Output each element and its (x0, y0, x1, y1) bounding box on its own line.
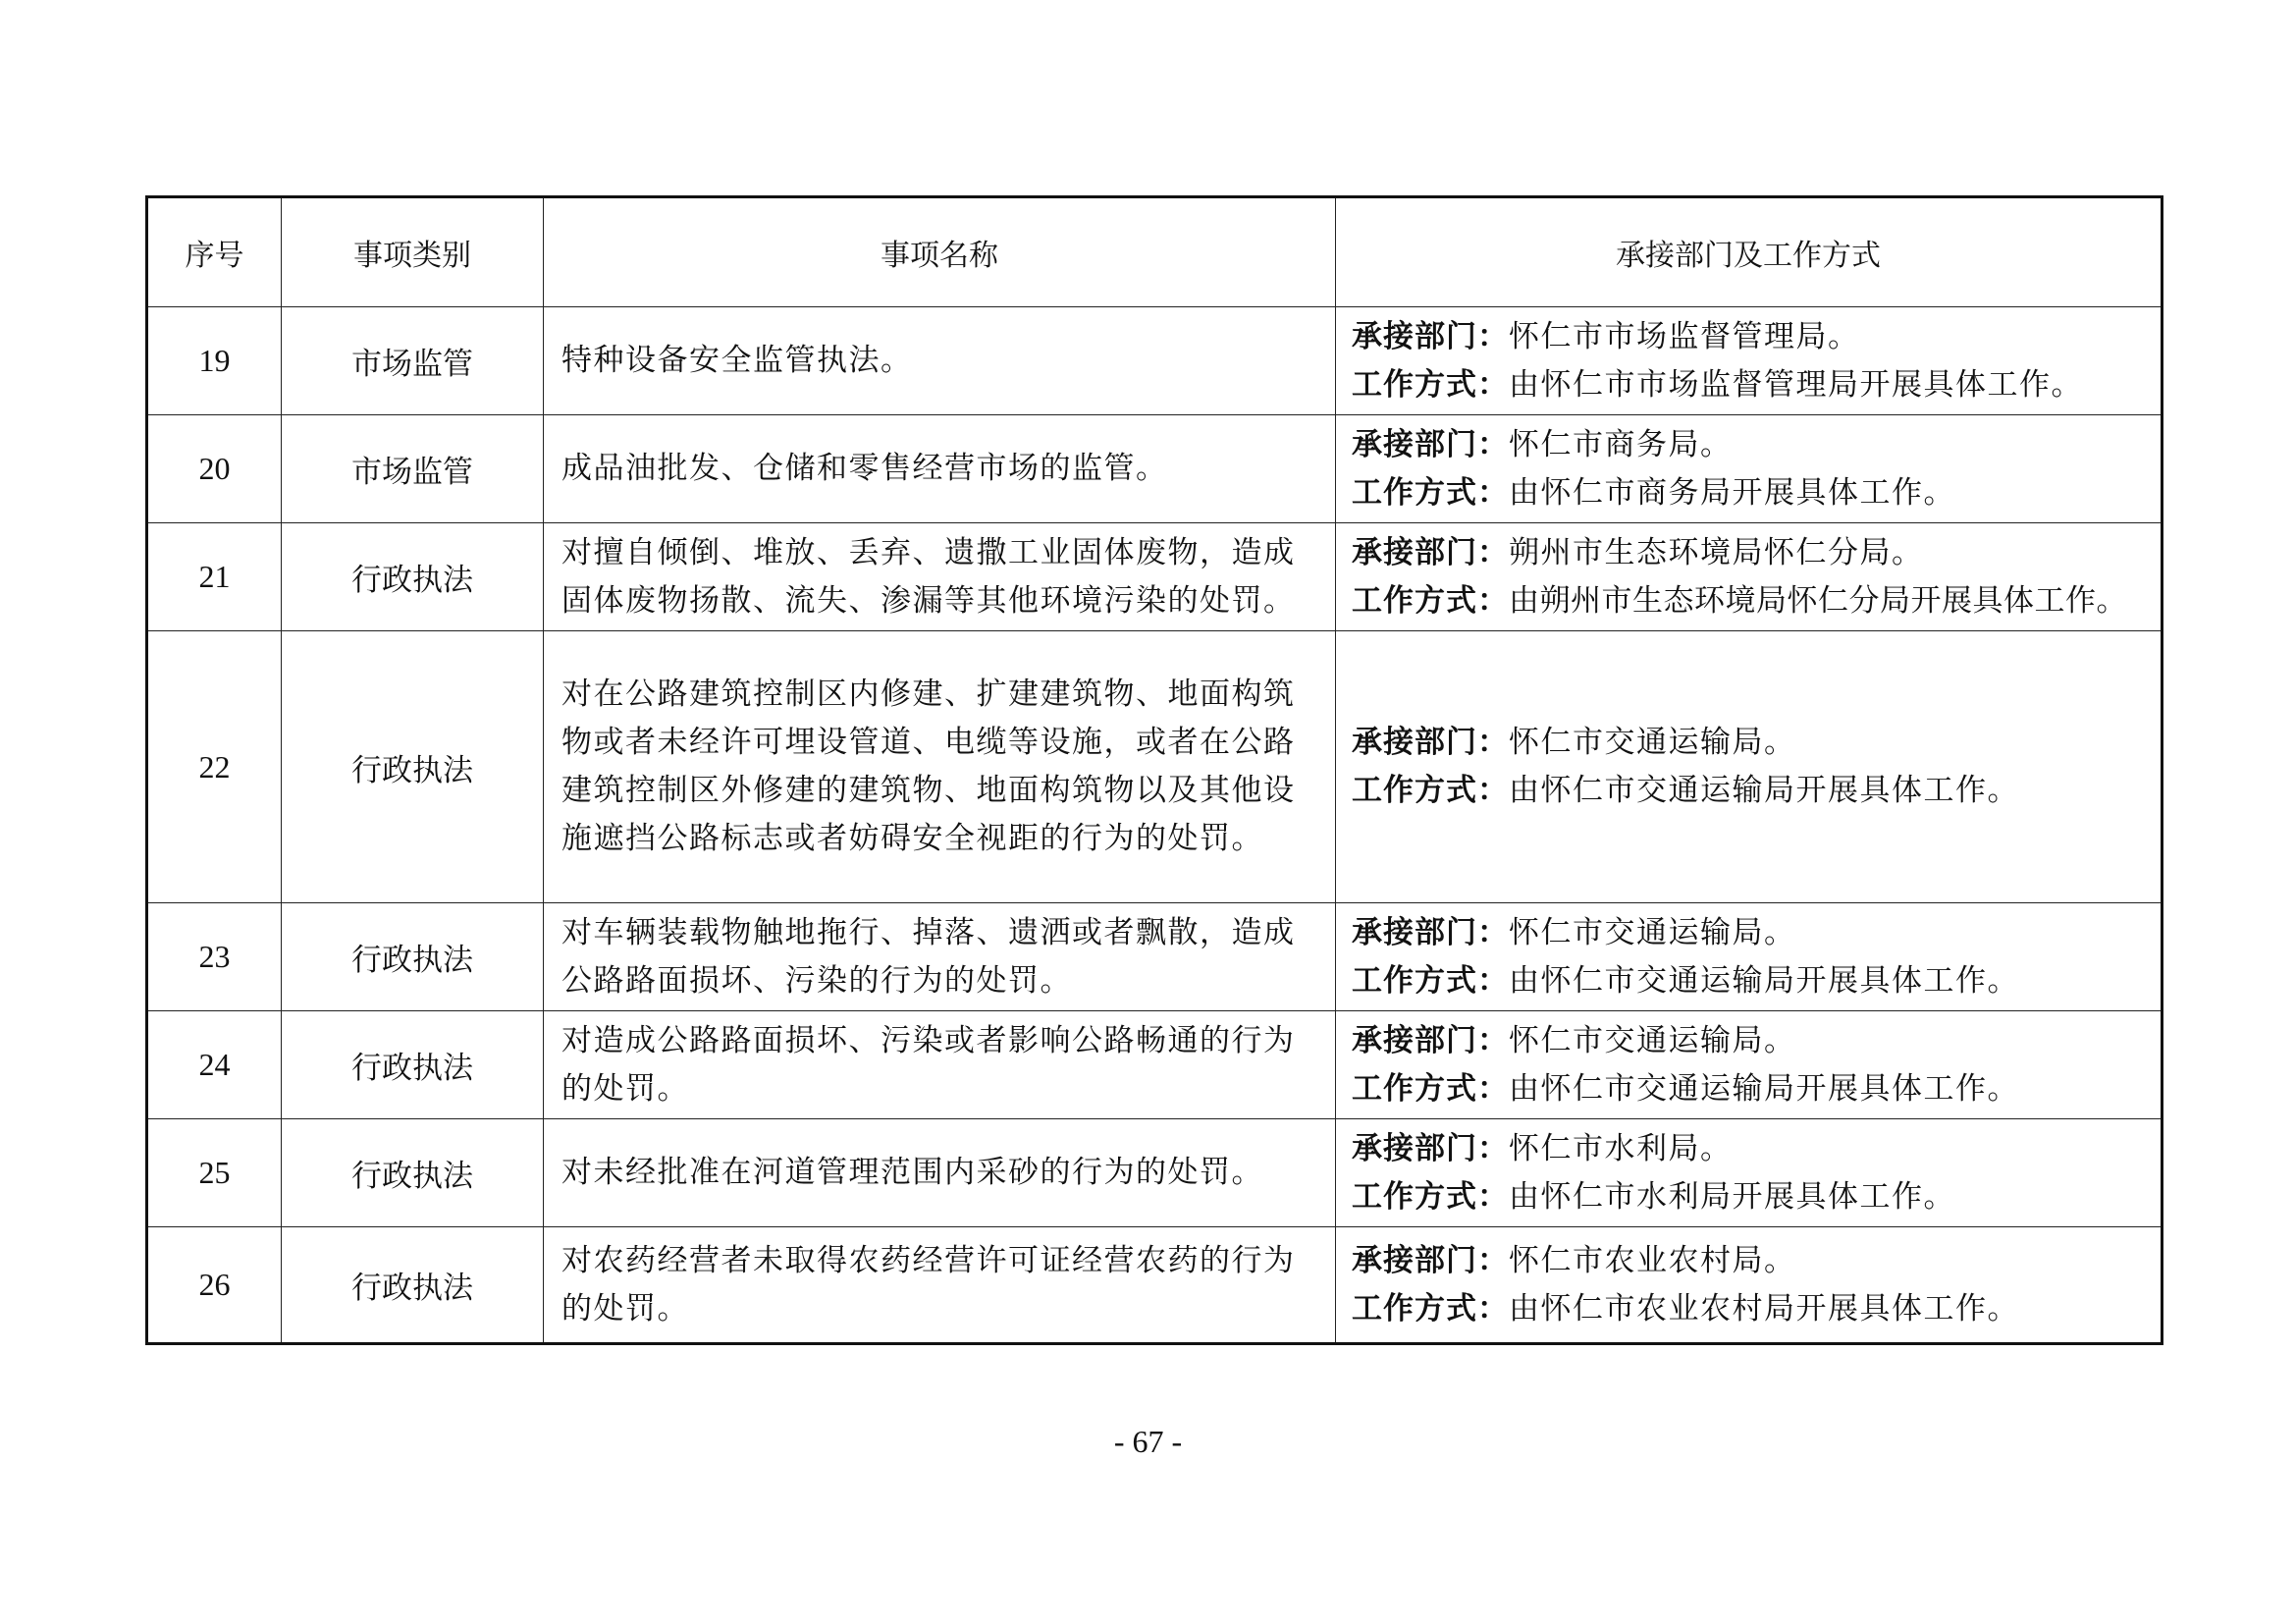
item-name-line: 对未经批准在河道管理范围内采砂的行为的处罚。 (561, 1155, 1263, 1190)
item-name-line: 固体废物扬散、流失、渗漏等其他环境污染的处罚。 (561, 582, 1296, 619)
row-number: 21 (147, 523, 282, 631)
dept-line (1352, 909, 2157, 957)
header-category: 事项类别 (282, 197, 544, 307)
dept-value: 朔州市生态环境局怀仁分局。 (1509, 534, 1924, 570)
method-label: 工作方式： (1352, 1178, 1509, 1215)
dept-line (1352, 529, 2157, 577)
dept-value: 怀仁市交通运输局。 (1509, 725, 1796, 760)
dept-label: 承接部门： (1352, 1242, 1509, 1278)
row-dept-method (1336, 1119, 2163, 1227)
row-item-name (544, 415, 1336, 523)
row-category: 市场监管 (282, 307, 544, 415)
method-label: 工作方式： (1352, 366, 1509, 403)
header-name: 事项名称 (544, 197, 1336, 307)
table-row (147, 1011, 2163, 1119)
method-line (1352, 1173, 2157, 1221)
dept-line (1352, 1125, 2157, 1173)
dept-label: 承接部门： (1352, 318, 1509, 354)
item-name-line: 对造成公路路面损坏、污染或者影响公路畅通的行为 (561, 1022, 1296, 1058)
item-name-line: 施遮挡公路标志或者妨碍安全视距的行为的处罚。 (561, 821, 1263, 856)
table-row (147, 523, 2163, 631)
method-line (1352, 957, 2157, 1005)
dept-line (1352, 719, 2157, 767)
dept-value: 怀仁市商务局。 (1509, 426, 1733, 462)
dept-label: 承接部门： (1352, 534, 1509, 570)
row-dept-method (1336, 307, 2163, 415)
method-line (1352, 767, 2157, 815)
method-label: 工作方式： (1352, 773, 1509, 808)
row-category: 行政执法 (282, 1011, 544, 1119)
row-category: 行政执法 (282, 903, 544, 1011)
row-number: 20 (147, 415, 282, 523)
item-name-line: 特种设备安全监管执法。 (561, 343, 913, 378)
dept-value: 怀仁市交通运输局。 (1509, 914, 1796, 950)
method-label: 工作方式： (1352, 962, 1509, 999)
row-item-name (544, 631, 1336, 903)
page-number: - 67 - (1113, 1424, 1183, 1459)
row-item-name (544, 1119, 1336, 1227)
row-number: 22 (147, 631, 282, 903)
dept-label: 承接部门： (1352, 725, 1509, 760)
method-label: 工作方式： (1352, 474, 1509, 511)
items-table (145, 195, 2163, 1345)
method-value: 由怀仁市市场监督管理局开展具体工作。 (1509, 366, 2083, 403)
row-item-name (544, 523, 1336, 631)
row-category: 行政执法 (282, 523, 544, 631)
table-row (147, 903, 2163, 1011)
dept-value: 怀仁市水利局。 (1509, 1130, 1733, 1166)
method-line (1352, 1065, 2157, 1113)
header-no: 序号 (147, 197, 282, 307)
row-number: 26 (147, 1227, 282, 1344)
row-number: 19 (147, 307, 282, 415)
method-line (1352, 361, 2157, 409)
item-name-line: 物或者未经许可埋设管道、电缆等设施，或者在公路 (561, 725, 1296, 760)
method-line (1352, 469, 2157, 517)
row-item-name (544, 1011, 1336, 1119)
row-dept-method (1336, 903, 2163, 1011)
row-dept-method (1336, 631, 2163, 903)
method-label: 工作方式： (1352, 582, 1509, 619)
dept-value: 怀仁市交通运输局。 (1509, 1022, 1796, 1058)
method-label: 工作方式： (1352, 1070, 1509, 1107)
item-name-line: 对在公路建筑控制区内修建、扩建建筑物、地面构筑 (561, 677, 1296, 712)
item-name-line: 的处罚。 (561, 1070, 689, 1107)
row-number: 23 (147, 903, 282, 1011)
row-category: 行政执法 (282, 631, 544, 903)
row-item-name (544, 307, 1336, 415)
method-line (1352, 1285, 2157, 1333)
row-dept-method (1336, 1227, 2163, 1344)
row-dept-method (1336, 1011, 2163, 1119)
item-name-line: 对车辆装载物触地拖行、掉落、遗洒或者飘散，造成 (561, 914, 1296, 950)
method-line (1352, 577, 2157, 625)
table-row (147, 631, 2163, 903)
dept-label: 承接部门： (1352, 914, 1509, 950)
table-header-row (147, 197, 2163, 307)
row-item-name (544, 903, 1336, 1011)
table-row (147, 415, 2163, 523)
method-value: 由怀仁市水利局开展具体工作。 (1509, 1178, 1955, 1215)
method-value: 由怀仁市农业农村局开展具体工作。 (1509, 1290, 2019, 1326)
method-value: 由怀仁市交通运输局开展具体工作。 (1509, 962, 2019, 999)
method-value: 由怀仁市商务局开展具体工作。 (1509, 474, 1955, 511)
table-row (147, 1119, 2163, 1227)
dept-line (1352, 421, 2157, 469)
row-item-name (544, 1227, 1336, 1344)
dept-value: 怀仁市农业农村局。 (1509, 1242, 1796, 1278)
dept-label: 承接部门： (1352, 1022, 1509, 1058)
dept-label: 承接部门： (1352, 1130, 1509, 1166)
method-value: 由怀仁市交通运输局开展具体工作。 (1509, 773, 2019, 808)
dept-label: 承接部门： (1352, 426, 1509, 462)
row-number: 25 (147, 1119, 282, 1227)
item-name-line: 公路路面损坏、污染的行为的处罚。 (561, 962, 1072, 999)
method-value: 由朔州市生态环境局怀仁分局开展具体工作。 (1509, 582, 2127, 619)
item-name-line: 对擅自倾倒、堆放、丢弃、遗撒工业固体废物，造成 (561, 534, 1296, 570)
item-name-line: 对农药经营者未取得农药经营许可证经营农药的行为 (561, 1242, 1296, 1278)
row-dept-method (1336, 523, 2163, 631)
dept-line (1352, 313, 2157, 361)
dept-line (1352, 1017, 2157, 1065)
row-number: 24 (147, 1011, 282, 1119)
dept-line (1352, 1237, 2157, 1285)
dept-value: 怀仁市市场监督管理局。 (1509, 318, 1860, 354)
table-row (147, 307, 2163, 415)
row-category: 行政执法 (282, 1119, 544, 1227)
item-name-line: 的处罚。 (561, 1290, 689, 1326)
item-name-line: 成品油批发、仓储和零售经营市场的监管。 (561, 451, 1168, 486)
row-category: 市场监管 (282, 415, 544, 523)
table-row (147, 1227, 2163, 1344)
method-value: 由怀仁市交通运输局开展具体工作。 (1509, 1070, 2019, 1107)
method-label: 工作方式： (1352, 1290, 1509, 1326)
header-dept: 承接部门及工作方式 (1336, 197, 2163, 307)
row-dept-method (1336, 415, 2163, 523)
row-category: 行政执法 (282, 1227, 544, 1344)
item-name-line: 建筑控制区外修建的建筑物、地面构筑物以及其他设 (561, 773, 1296, 808)
